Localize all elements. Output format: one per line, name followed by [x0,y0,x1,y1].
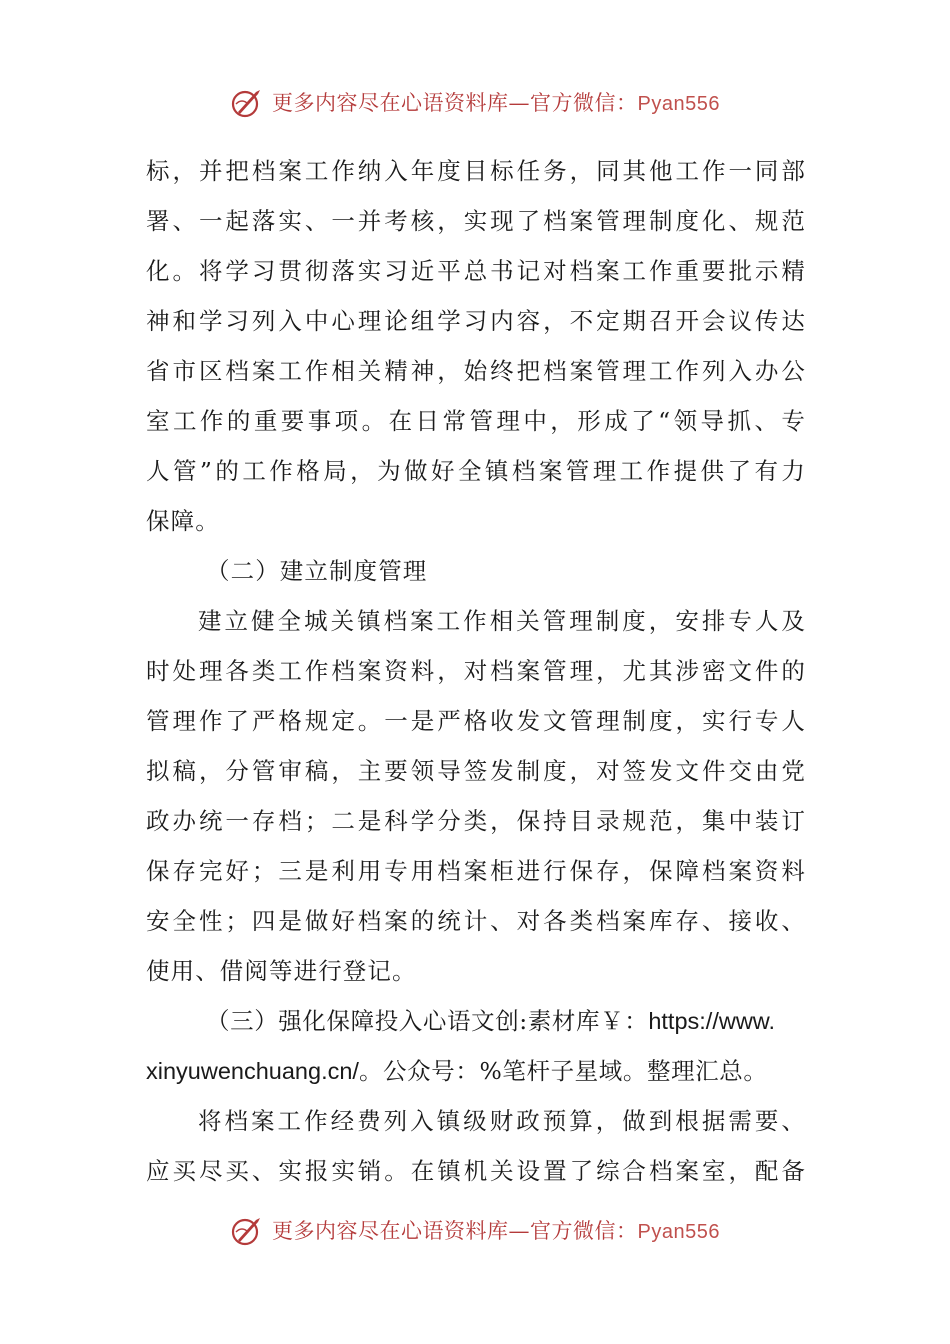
footer-banner [0,1210,950,1250]
section-heading: （三）强化保障投入 [206,1007,423,1035]
watermark-url: https://www. [648,1008,776,1034]
paragraph-line: 标，并把档案工作纳入年度目标任务，同其他工作一同部 [146,157,806,185]
footer-banner-text: 更多内容尽在心语资料库—官方微信：Pyan556 [272,1219,720,1243]
pen-logo-icon [230,1212,266,1248]
header-wechat-account: Pyan556 [637,93,720,115]
paragraph-line: 室工作的重要事项。在日常管理中，形成了“领导抓、专 [146,407,806,435]
header-banner-text: 更多内容尽在心语资料库—官方微信：Pyan556 [272,91,720,115]
section-heading: （二）建立制度管理 [206,557,428,585]
paragraph-line: 保存完好；三是利用专用档案柜进行保存，保障档案资料 [146,857,806,885]
watermark-url-continued: xinyuwenchuang.cn/ [146,1058,359,1084]
footer-wechat-account: Pyan556 [637,1221,720,1243]
paragraph-line: 省市区档案工作相关精神，始终把档案管理工作列入办公 [146,357,806,385]
pen-logo-icon [230,84,266,120]
paragraph-line: 化。将学习贯彻落实习近平总书记对档案工作重要批示精 [146,257,806,285]
paragraph-line: 时处理各类工作档案资料，对档案管理，尤其涉密文件的 [146,657,806,685]
watermark-lead: 心语文创:素材库￥： [422,1007,649,1035]
paragraph-line: 保障。 [146,507,220,535]
section-heading-watermark-line [146,996,806,1046]
paragraph-line: 将档案工作经费列入镇级财政预算，做到根据需要、 [198,1107,806,1135]
paragraph-line: 安全性；四是做好档案的统计、对各类档案库存、接收、 [146,907,806,935]
watermark-line [146,1046,806,1096]
paragraph-line: 神和学习列入中心理论组学习内容，不定期召开会议传达 [146,307,806,335]
paragraph-line: 建立健全城关镇档案工作相关管理制度，安排专人及 [198,607,806,635]
paragraph-line: 政办统一存档；二是科学分类，保持目录规范，集中装订 [146,807,806,835]
watermark-tail: 。公众号：%笔杆子星域。整理汇总。 [358,1057,768,1085]
paragraph-line: 署、一起落实、一并考核，实现了档案管理制度化、规范 [146,207,806,235]
paragraph-line: 使用、借阅等进行登记。 [146,957,417,985]
paragraph-line: 拟稿，分管审稿，主要领导签发制度，对签发文件交由党 [146,757,806,785]
paragraph-line: 人管”的工作格局，为做好全镇档案管理工作提供了有力 [146,457,806,485]
paragraph-line: 应买尽买、实报实销。在镇机关设置了综合档案室，配备 [146,1157,806,1185]
header-banner [0,82,950,122]
document-body [146,146,806,1196]
paragraph-line: 管理作了严格规定。一是严格收发文管理制度，实行专人 [146,707,806,735]
